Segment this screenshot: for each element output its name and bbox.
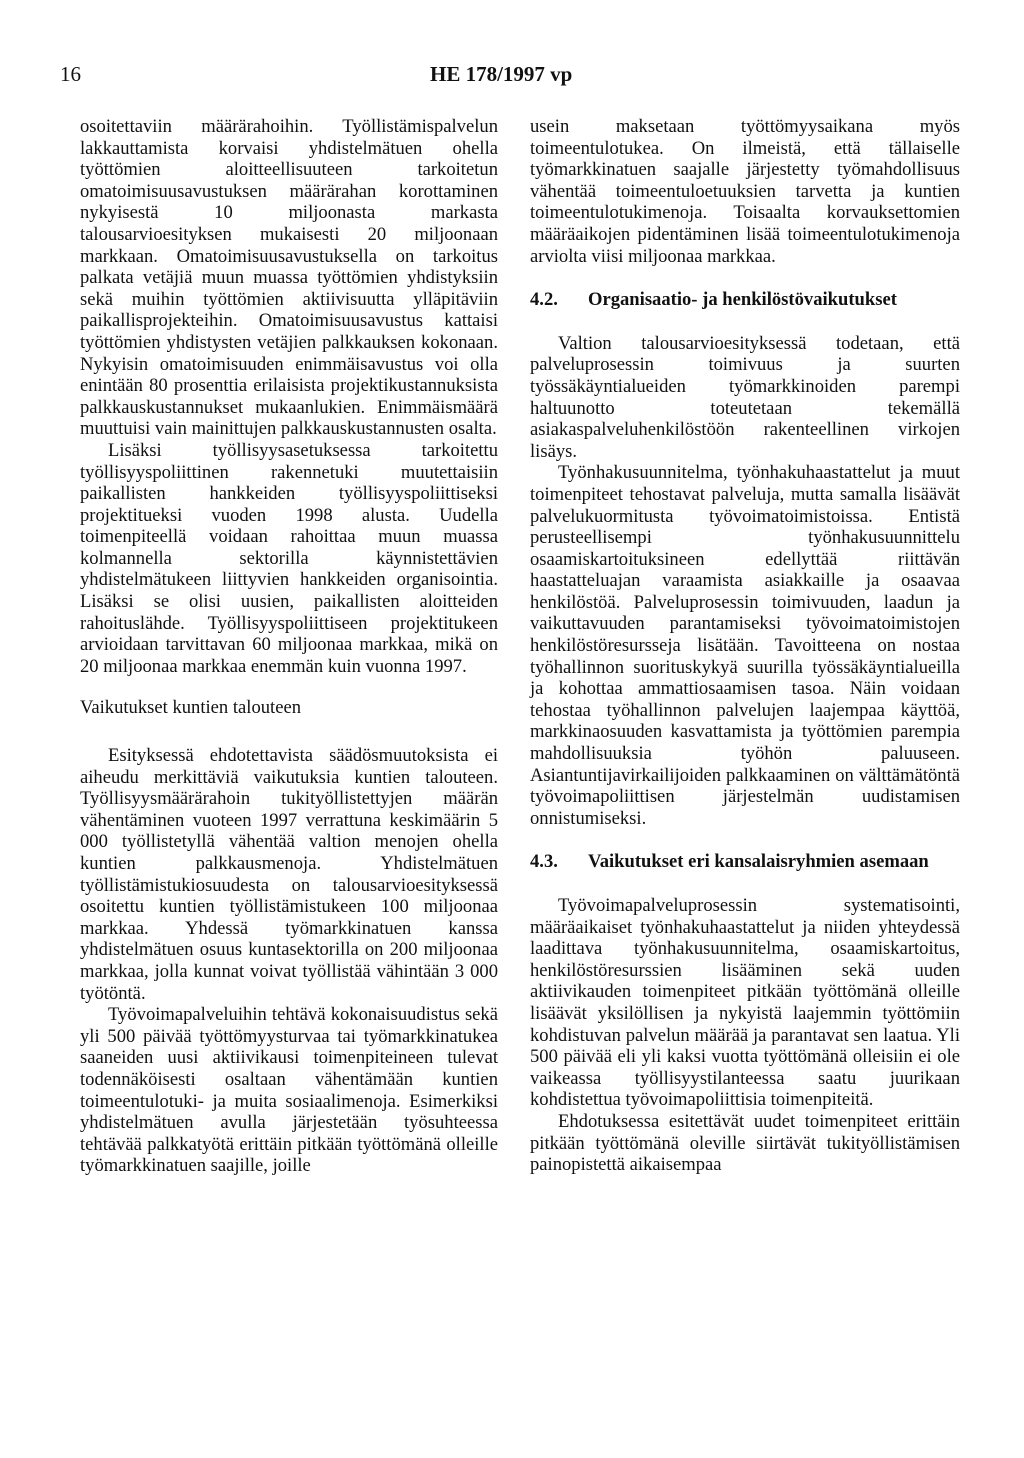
paragraph: Työvoimapalveluihin tehtävä kokonaisuudistus sekä yli 500 päivää työttömyysturvaa tai työmarkkinatukea saaneiden uusi aktiivikausi toimenpiteineen tulevat todennäköisesti osaltaan vähentämään kuntien toimeentulotuki- ja muita sosiaalimenoja. Esimerkiksi yhdistelmätuen avulla järjestetään työsuhteessa tehtävää palkkatyötä erittäin pitkään työttömänä olleille työmarkkinatuen saajille, joille — [80, 1004, 498, 1177]
section-number: 4.3. — [530, 851, 558, 873]
paragraph: usein maksetaan työttömyysaikana myös toimeentulotukea. On ilmeistä, että tällaiselle työmarkkinatuen saajalle järjestetty työmahdollisuus vähentää toimeentuloetuuksien tarvetta ja kuntien toimeentulotukimenoja. Toisaalta korvauksettomien määräaikojen pidentäminen lisää toimeentulotukimenoja arviolta viisi miljoonaa markkaa. — [530, 116, 960, 267]
paragraph: Esityksessä ehdotettavista säädösmuutoksista ei aiheudu merkittäviä vaikutuksia kuntien talouteen. Työllisyysmäärärahoin tukityöllistettyjen määrän vähentäminen vuoteen 1997 verrattuna keskimäärin 5 000 työllistetyllä vähentää valtion menojen ohella kuntien palkkausmenoja. Yhdistelmätuen työllistämistukiosuudesta on talousarvioesityksessä osoitettu kuntien työllistämistukeen 100 miljoonaa markkaa. Yhdessä työmarkkinatuen kanssa yhdistelmätuen osuus kuntasektorilla on 200 miljoonaa markkaa, jolla kunnat voivat työllistää vähintään 3 000 työtöntä. — [80, 745, 498, 1004]
right-column — [530, 116, 960, 1176]
paragraph: Työvoimapalveluprosessin systematisointi, määräaikaiset työnhakuhaastattelut ja niiden yhteydessä laadittava työnhakusuunnitelma, osaamiskartoitus, henkilöstöresurssien lisääminen sekä uuden aktiivikauden toimenpiteet pitkään työttömänä olleille lisäävät yksilöllisen ja nykyistä laajemmin työttömiin kohdistuvan palvelun määrää ja parantavat sen laatua. Yli 500 päivää eli yli kaksi vuotta työttömänä olleisiin ei ole vaikeassa työllisyystilanteessa saatu juurikaan kohdistettua työvoimapoliittisia toimenpiteitä. — [530, 895, 960, 1111]
section-heading-4-3 — [530, 851, 960, 873]
left-column — [80, 116, 498, 1177]
document-code: HE 178/1997 vp — [430, 62, 573, 86]
paragraph: Valtion talousarvioesityksessä todetaan, että palveluprosessin toimivuus ja suurten työssäkäyntialueiden työmarkkinoiden parempi haltuunotto toteutetaan tekemällä asiakaspalveluhenkilöstöön rakenteellinen virkojen lisäys. — [530, 332, 960, 462]
section-number: 4.2. — [530, 289, 558, 311]
paragraph: Työnhakusuunnitelma, työnhakuhaastattelut ja muut toimenpiteet tehostavat palveluja, mutta samalla lisäävät palvelukuormitusta työvoimatoimistoissa. Entistä perusteellisempi työnhakusuunnittelu osaamiskartoituksineen edellyttää riittävän haastatteluajan varaamista asiakkaille ja osaavaa henkilöstöä. Palveluprosessin toimivuuden, laadun ja vaikuttavuuden parantamiseksi työvoimatoimistojen henkilöstöresursseja lisätään. Tavoitteena on nostaa työhallinnon suorituskykyä suurilla työssäkäyntialueilla ja kohottaa ammattiosaamisen tasoa. Näin voidaan tehostaa työhallinnon palvelujen laajempaa käyttöä, markkinaosuuden kasvattamista ja työttömien parempia mahdollisuuksia työhön paluuseen. Asiantuntijavirkailijoiden palkkaaminen on välttämätöntä työvoimapoliittisen järjestelmän uudistamisen onnistumiseksi. — [530, 462, 960, 829]
section-title: Organisaatio- ja henkilöstövaikutukset — [588, 289, 897, 311]
subheading: Vaikutukset kuntien talouteen — [80, 697, 302, 719]
page-number: 16 — [60, 62, 81, 86]
paragraph: osoitettaviin määrärahoihin. Työllistämispalvelun lakkauttamista korvaisi yhdistelmätuen ohella työttömien aloitteellisuuteen tarkoitetun omatoimisuusavustuksen määrärahan korottaminen nykyisestä 10 miljoonasta markasta talousarvioesityksen mukaisesti 20 miljoonaan markkaan. Omatoimisuusavustuksella on tarkoitus palkata vetäjiä muun muassa työttömien yhdistyksiin sekä muihin työttömien aktiivisuutta ylläpitäviin paikallisprojekteihin. Omatoimisuusavustus kattaisi työttömien yhdistysten vetäjien palkkauksen kokonaan. Nykyisin omatoimisuuden enimmäisavustus voi olla enintään 80 prosenttia erilaisista projektikustannuksista palkkauskustannukset mukaanlukien. Enimmäismäärä muuttuisi vain mainittujen palkkauskustannusten osalta. — [80, 116, 498, 440]
paragraph: Lisäksi työllisyysasetuksessa tarkoitettu työllisyyspoliittinen rakennetuki muutettaisiin paikallisten hankkeiden työllisyyspoliittiseksi projektitueksi vuoden 1998 alusta. Uudella toimenpiteellä voidaan rahoittaa muun muassa kolmannella sektorilla käynnistettävien yhdistelmätukeen liittyvien hankkeiden organisointia. Lisäksi se olisi uusien, paikallisten aloitteiden rahoituslähde. Työllisyyspoliittiseen projektitukeen arvioidaan tarvittavan 60 miljoonaa markkaa, mikä on 20 miljoonaa markkaa enemmän kuin vuonna 1997. — [80, 439, 498, 677]
paragraph: Ehdotuksessa esitettävät uudet toimenpiteet erittäin pitkään työttömänä oleville siirtävät tukityöllistämisen painopistettä aikaisempaa — [530, 1110, 960, 1176]
section-heading-4-2 — [530, 289, 960, 311]
section-title: Vaikutukset eri kansalaisryhmien asemaan — [588, 851, 929, 873]
